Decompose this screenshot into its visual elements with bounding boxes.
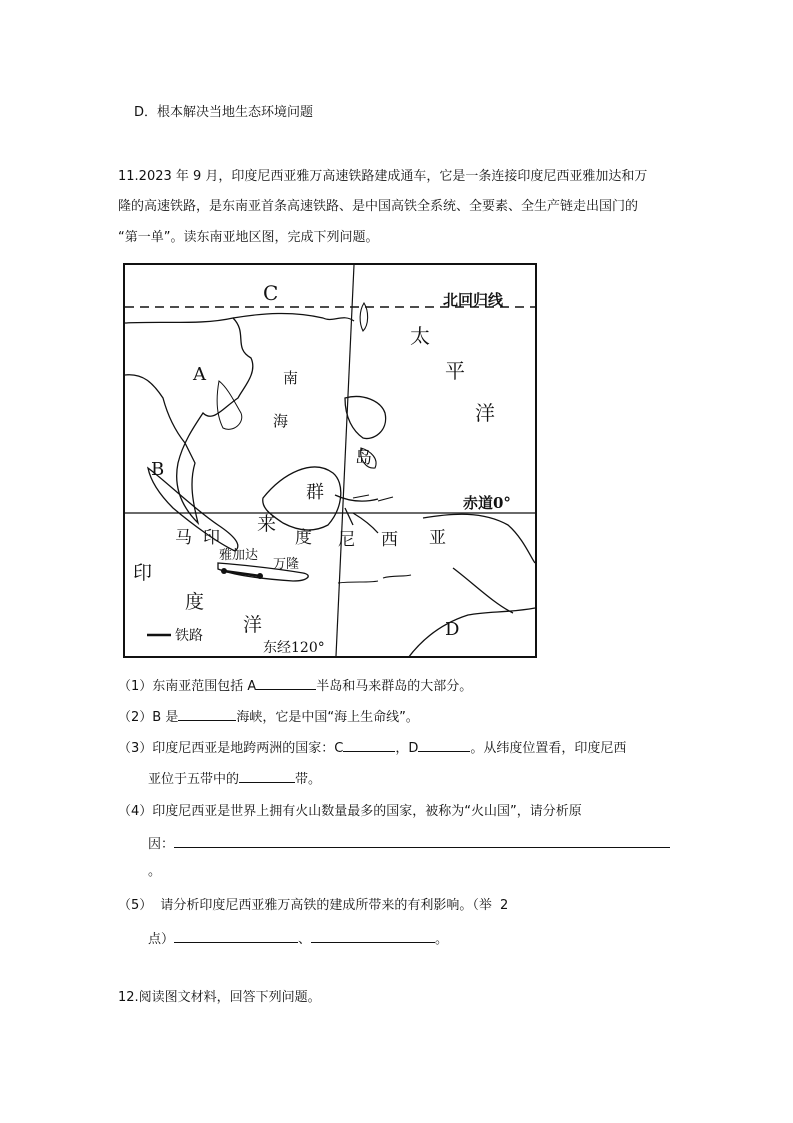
pacific-char-1: 太 <box>410 324 430 348</box>
indonesia-char-2: 度 <box>295 528 312 548</box>
q11-sub3-line1 <box>118 737 626 759</box>
q11-sub5-text-b: 点） <box>148 932 175 947</box>
label-c: C <box>263 281 279 305</box>
islands-char-1: 岛 <box>355 448 372 468</box>
q11-sub2-blank[interactable] <box>178 706 236 721</box>
q11-sub1-text-b: 半岛和马来群岛的大部分。 <box>316 679 473 694</box>
indian-ocean-char-1: 印 <box>133 562 153 584</box>
option-d: D．根本解决当地生态环境问题 <box>134 105 314 120</box>
southeast-asia-map <box>123 263 537 658</box>
indonesia-char-1: 印 <box>203 528 220 548</box>
q11-sub4-text-b: 因： <box>148 837 175 852</box>
q11-sub3-text-e: 带。 <box>295 772 322 787</box>
south-china-sea-char-1: 南 <box>283 369 299 387</box>
indonesia-char-4: 西 <box>381 530 398 550</box>
islands-char-2: 群 <box>306 482 324 503</box>
q11-sub4-end: 。 <box>148 864 162 879</box>
jakarta-dot <box>221 568 227 574</box>
malay-char-2: 来 <box>257 513 277 535</box>
label-a: A <box>193 364 206 385</box>
malay-char-1: 马 <box>175 528 192 548</box>
jakarta-label: 雅加达 <box>219 548 259 563</box>
q11-sub5-blank-1[interactable] <box>174 928 298 943</box>
meridian-120e-label: 东经120° <box>263 640 325 656</box>
q11-sub3-text-a: （3）印度尼西亚是地跨两洲的国家：C <box>118 741 344 756</box>
tropic-of-cancer-label: 北回归线 <box>443 291 504 309</box>
q11-sub1-blank[interactable] <box>256 675 316 690</box>
railway-legend-label: 铁路 <box>175 628 203 644</box>
bandung-dot <box>257 573 263 579</box>
equator-label: 赤道0° <box>463 494 511 512</box>
q11-sub5-sep: 、 <box>298 932 312 947</box>
q11-sub4-line2 <box>148 833 670 855</box>
pacific-char-2: 平 <box>445 359 465 383</box>
indian-ocean-char-3: 洋 <box>243 614 263 636</box>
pacific-char-3: 洋 <box>475 401 495 425</box>
q11-sub1 <box>118 675 472 697</box>
q11-sub2-text-b: 海峡，它是中国“海上生命线”。 <box>236 710 419 725</box>
q11-sub4-answer-blank[interactable] <box>174 833 670 848</box>
label-d: D <box>445 619 460 640</box>
indonesia-char-5: 亚 <box>429 528 446 548</box>
q11-sub5-blank-2[interactable] <box>311 928 435 943</box>
q11-stem-line1: 11.2023 年 9 月，印度尼西亚雅万高速铁路建成通车，它是一条连接印度尼西亚雅加达和万 <box>118 169 648 184</box>
q11-sub4-line1: （4）印度尼西亚是世界上拥有火山数量最多的国家，被称为“火山国”，请分析原 <box>118 804 582 819</box>
q11-sub5-line2 <box>148 928 448 950</box>
q11-sub3-text-b: ，D <box>395 741 419 756</box>
bandung-label: 万隆 <box>273 557 300 572</box>
q12-stem: 12.阅读图文材料，回答下列问题。 <box>118 990 321 1005</box>
q11-sub2-text-a: （2）B 是 <box>118 710 179 725</box>
q11-sub3-blank-c[interactable] <box>343 737 395 752</box>
south-china-sea-char-2: 海 <box>273 412 289 430</box>
q11-sub3-text-d: 亚位于五带中的 <box>148 772 240 787</box>
q11-sub3-blank-d[interactable] <box>418 737 470 752</box>
q11-sub3-text-c: 。从纬度位置看，印度尼西 <box>470 741 627 756</box>
q11-stem-line2: 隆的高速铁路，是东南亚首条高速铁路、是中国高铁全系统、全要素、全生产链走出国门的 <box>118 199 639 214</box>
indian-ocean-char-2: 度 <box>185 591 205 613</box>
q11-sub3-line2 <box>148 768 321 790</box>
q11-sub2 <box>118 706 419 728</box>
q11-sub5-line1: （5） 请分析印度尼西亚雅万高铁的建成所带来的有利影响。（举 2 <box>118 898 509 913</box>
q11-sub1-text-a: （1）东南亚范围包括 A <box>118 679 257 694</box>
indonesia-char-3: 尼 <box>338 530 355 550</box>
q11-stem-line3: “第一单”。读东南亚地区图，完成下列问题。 <box>118 230 379 245</box>
label-b: B <box>151 459 165 480</box>
q11-sub3-blank-zone[interactable] <box>239 768 295 783</box>
q11-sub5-end: 。 <box>435 932 449 947</box>
